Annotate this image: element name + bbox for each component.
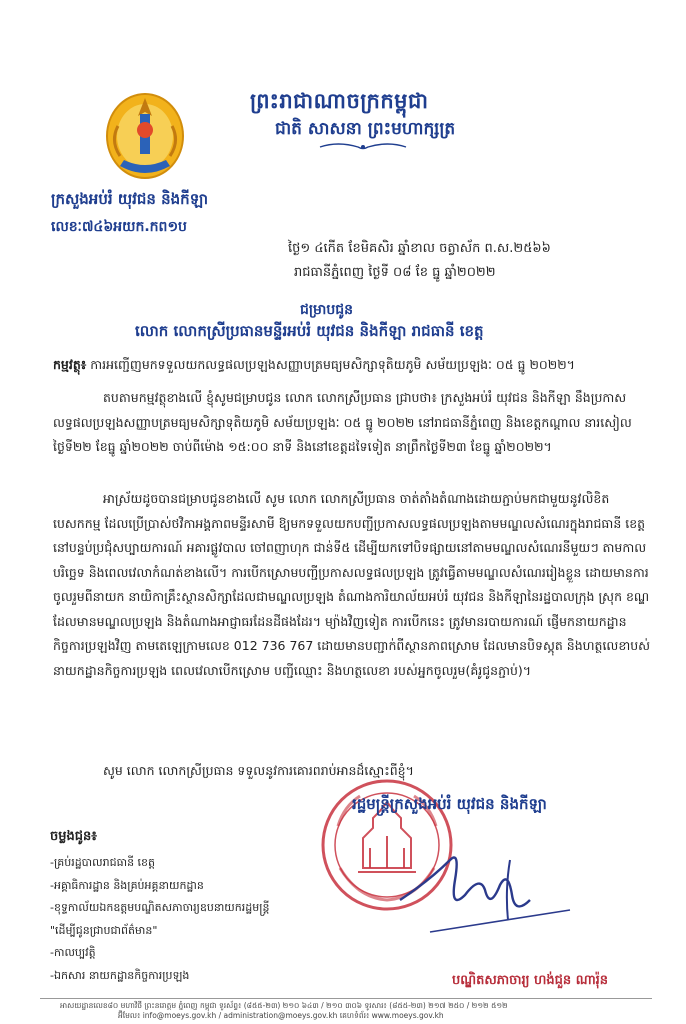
list-item: "ដើម្បីជូនជ្រាបជាព័ត៌មាន" [50, 923, 158, 937]
recipients-list [50, 852, 269, 987]
reference-label: លេខៈ [51, 219, 82, 235]
recipients-title: ចម្លងជូន៖ [50, 829, 97, 844]
list-item: -ឯកសារ នាយកដ្ឋានកិច្ចការប្រឡង [50, 968, 190, 982]
subject-text: ការអញ្ជើញមកទទួលយកលទ្ធផលប្រឡងសញ្ញាបត្រមធ្យមសិក្សាទុតិយភូមិ សម័យប្រឡងៈ ០៥ ធ្នូ ២០២២។ [86, 357, 575, 372]
footer-divider [40, 998, 652, 999]
minister-title: រដ្ឋមន្ត្រីក្រសួងអប់រំ យុវជន និងកីឡា [352, 795, 547, 813]
handwritten-signature [390, 840, 580, 940]
closing-line: សូម លោក លោកស្រីប្រធាន ទទួលនូវការគោរពរាប់អានដ៏ស្មោះពីខ្ញុំ។ [103, 763, 414, 778]
reference-suffix: អយក.កព១ប [113, 219, 187, 235]
list-item: -ខុទ្ទកាល័យឯកឧត្តមបណ្ឌិតសភាចារ្យឧបនាយករដ្ឋមន្ត្រី [50, 901, 270, 914]
subject-label: កម្មវត្ថុ៖ [53, 357, 87, 372]
list-item: -អគ្គាធិការដ្ឋាន និងគ្រប់អគ្គនាយកដ្ឋាន [50, 878, 204, 892]
body-paragraph-1: តបតាមកម្មវត្ថុខាងលើ ខ្ញុំសូមជម្រាបជូន លោក លោកស្រីប្រធាន ជ្រាបថា៖ ក្រសួងអប់រំ យុវជន និងកីឡា នឹងប្រកាសលទ្ធផលប្រឡងសញ្ញាបត្រមធ្យមសិក្សាទុតិយភូមិ សម័យប្រឡងៈ ០៥ ធ្នូ ២០២២ នៅរាជធានីភ្នំពេញ និងខេត្តកណ្តាល នារសៀលថ្ងៃទី២២ ខែធ្នូ ឆ្នាំ២០២២ ចាប់ពីម៉ោង ១៥:០០ នាទី និងនៅខេត្តដទៃទៀត នាព្រឹកថ្ងៃទី២៣ ខែធ្នូ ឆ្នាំ២០២២។ [53, 390, 632, 454]
national-motto: ជាតិ សាសនា ព្រះមហាក្សត្រ [275, 119, 456, 139]
list-item: -កាលប្បវត្តិ [50, 946, 96, 959]
body-paragraph-2: អាស្រ័យដូចបានជម្រាបជូនខាងលើ សូម លោក លោកស្រីប្រធាន ចាត់តាំងតំណាងដោយភ្ជាប់មកជាមួយនូវលិខិតបេសកកម្ម ដែលប្រើប្រាស់ថវិកាអង្គភាពមន្ទីរសាមី ឱ្យមកទទួលយកបញ្ជីប្រកាសលទ្ធផលប្រឡងតាមមណ្ឌលសំណេរក្នុងរាជធានី ខេត្ត នៅបន្ទប់ប្រជុំសប្បាយការណ៍ អគារផ្លូវបាល ចៅពញាហុក ជាន់ទី៥ ដើម្បីយកទៅបិទផ្សាយនៅតាមមណ្ឌលសំណេរនីមួយៗ តាមកាលបរិច្ឆេទ និងពេលវេលាកំណត់ខាងលើ។ ការបើកស្រោមបញ្ជីប្រកាសលទ្ធផលប្រឡង ត្រូវធ្វើតាមមណ្ឌលសំណេររៀងខ្លួន ដោយមានការចូលរួមពីនាយក នាយិកាគ្រឹះស្ថានសិក្សាដែលជាមណ្ឌលប្រឡង តំណាងការិយាល័យអប់រំ យុវជន និងកីឡានៃរដ្ឋបាលក្រុង ស្រុក ខណ្ឌ ដែលមានមណ្ឌលប្រឡង និងតំណាងអាជ្ញាធរដែនដីផងដែរ។ ម្យ៉ាងវិញទៀត ការបើកនេះ ត្រូវមានរបាយការណ៍ ផ្ញើមកនាយកដ្ឋានកិច្ចការប្រឡងវិញ តាមតេឡេក្រាមលេខ 012 736 767 ដោយមានបញ្ជាក់ពីស្ថានភាពស្រោម ដែលមានបិទស្កុត និងហត្ថលេខាបស់នាយកដ្ឋានកិច្ចការប្រឡង ពេលវេលាបើកស្រោម បញ្ជីឈ្មោះ និងហត្ថលេខា របស់អ្នកចូលរួម(គំរូជូនភ្ជាប់)។ [53, 491, 651, 678]
footer-contact: អ៊ីមែល៖ info@moeys.gov.kh / administration@moeys.gov.kh គេហទំព័រ៖ www.moeys.gov.kh [118, 1011, 444, 1020]
lunar-date: ថ្ងៃ១ ៤កើត ខែមិគសិរ ឆ្នាំខាល ចត្វាស័ក ព.ស.២៥៦៦ [288, 241, 551, 256]
reference-number [51, 217, 187, 238]
signer-name: បណ្ឌិតសភាចារ្យ ហង់ជួន ណារ៉ុន [452, 973, 609, 988]
addressee-label: ជម្រាបជូន [300, 302, 354, 318]
kingdom-title: ព្រះរាជាណាចក្រកម្ពុជា [250, 89, 429, 113]
subject-line [53, 357, 653, 376]
ministry-emblem-logo [100, 86, 190, 182]
list-item: -គ្រប់រដ្ឋបាលរាជធានី ខេត្ត [50, 856, 156, 869]
ministry-name: ក្រសួងអប់រំ យុវជន និងកីឡា [51, 190, 209, 208]
footer-address: អាសយដ្ឋានលេខ៨០ មហាវិថី ព្រះនរោត្តម ភ្នំពេញ កម្ពុជា ទូរស័ព្ទ៖ (៨៥៥-២៣) ២១០ ៦៤៣ / ២១០ ៣០៦ ទូរសារ៖ (៨៥៥-២៣) ២១៧ ២៥០ / ២១២ ៥១២ [60, 1001, 508, 1010]
reference-value: ៧៤៦ [81, 219, 114, 235]
addressee-name: លោក លោកស្រីប្រធានមន្ទីរអប់រំ យុវជន និងកីឡា រាជធានី ខេត្ត [135, 322, 484, 340]
solar-date: រាជធានីភ្នំពេញ ថ្ងៃទី ០៨ ខែ ធ្នូ ឆ្នាំ២០២២ [294, 265, 496, 280]
ornament-divider [318, 141, 408, 153]
